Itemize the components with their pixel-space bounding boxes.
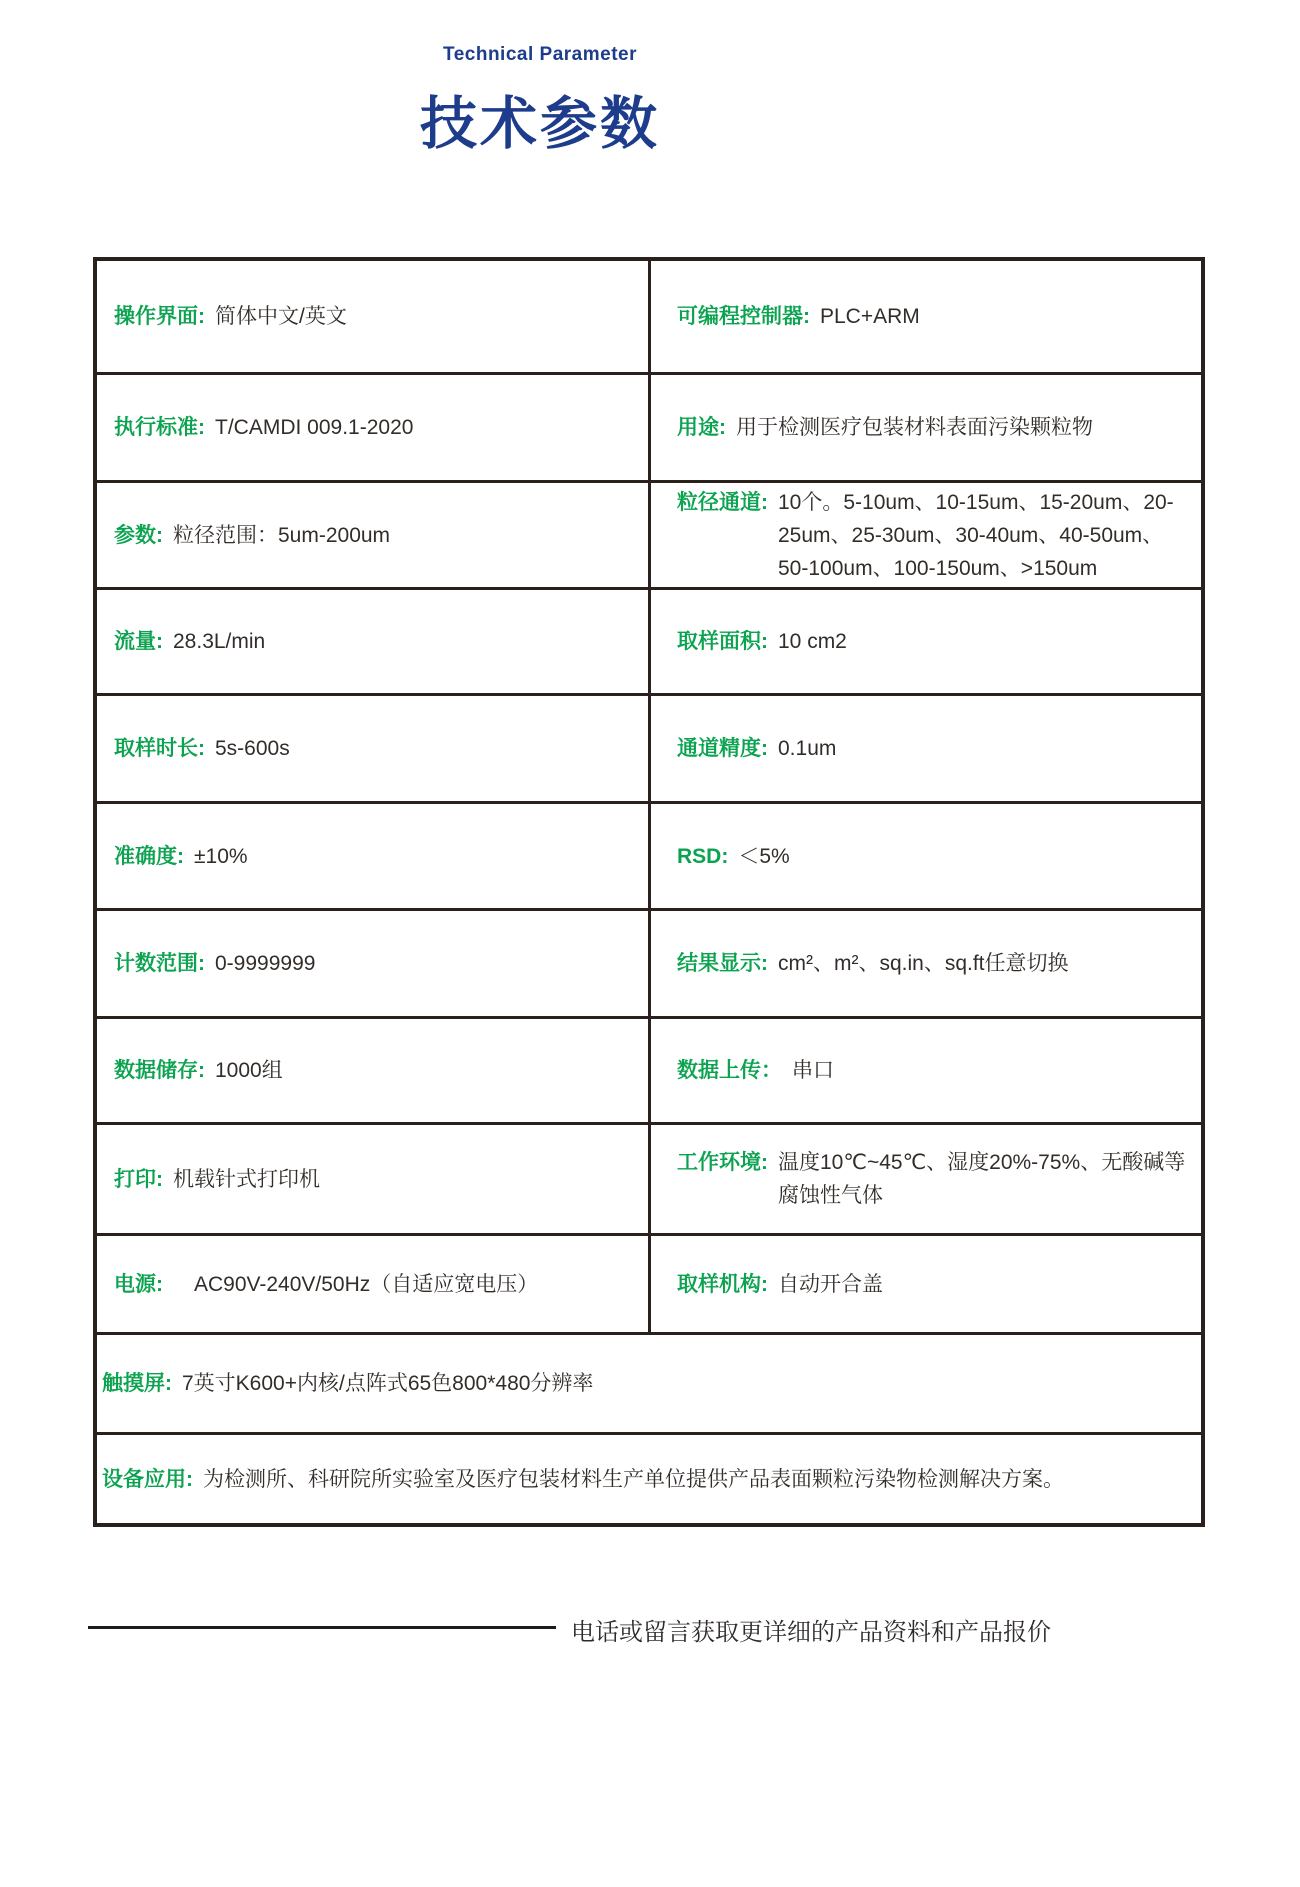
spec-cell-right (651, 590, 1201, 693)
spec-label: 流量: (114, 630, 163, 653)
page-title: 技术参数 (420, 92, 660, 156)
spec-value: 10 cm2 (778, 630, 847, 653)
spec-value: 10个。5-10um、10-15um、15-20um、20-25um、25-30um、30-40um、40-50um、50-100um、100-150um、>150um (778, 490, 1174, 580)
spec-label: 用途: (677, 416, 726, 439)
table-row (97, 1233, 1201, 1332)
spec-cell-right (651, 804, 1201, 908)
spec-table (93, 257, 1205, 1527)
spec-label: 执行标准: (114, 416, 205, 439)
spec-label: 取样面积: (677, 630, 768, 653)
spec-cell-left (97, 1125, 651, 1233)
spec-value: T/CAMDI 009.1-2020 (215, 416, 414, 439)
spec-value: ±10% (194, 844, 248, 868)
spec-value: AC90V-240V/50Hz（自适应宽电压） (173, 1272, 539, 1296)
table-row (97, 1432, 1201, 1523)
spec-cell-left (97, 590, 651, 693)
spec-label: 电源: (114, 1272, 163, 1296)
spec-cell-left (97, 375, 651, 480)
spec-label: 触摸屏: (102, 1372, 172, 1395)
spec-value: 1000组 (215, 1059, 283, 1082)
spec-cell-right (651, 375, 1201, 480)
table-row (97, 261, 1201, 372)
spec-label: 数据上传： (677, 1059, 782, 1082)
spec-label: 参数: (114, 523, 163, 547)
spec-value: 温度10℃~45℃、湿度20%-75%、无酸碱等腐蚀性气体 (778, 1151, 1186, 1207)
table-row (97, 1332, 1201, 1432)
spec-cell-right (651, 483, 1201, 587)
spec-value: cm²、m²、sq.in、sq.ft任意切换 (778, 952, 1069, 975)
table-row (97, 480, 1201, 587)
spec-cell-left (97, 696, 651, 801)
spec-cell-right (651, 696, 1201, 801)
spec-value: 机载针式打印机 (173, 1167, 320, 1191)
table-row (97, 908, 1201, 1016)
spec-cell-right (651, 1019, 1201, 1122)
footer-divider-line (88, 1626, 556, 1629)
spec-value: 用于检测医疗包装材料表面污染颗粒物 (736, 416, 1093, 439)
spec-label: 数据储存: (114, 1059, 205, 1082)
table-row (97, 372, 1201, 480)
header-subtitle: Technical Parameter (443, 44, 637, 65)
spec-cell-left (97, 261, 651, 372)
spec-value: PLC+ARM (820, 305, 920, 328)
table-row (97, 587, 1201, 693)
spec-value: 0.1um (778, 737, 837, 760)
spec-value: 为检测所、科研院所实验室及医疗包装材料生产单位提供产品表面颗粒污染物检测解决方案。 (203, 1467, 1064, 1491)
spec-label: 取样时长: (114, 737, 205, 760)
footer-note: 电话或留言获取更详细的产品资料和产品报价 (571, 1619, 1051, 1646)
spec-label: 工作环境: (677, 1151, 768, 1174)
spec-value: 粒径范围：5um-200um (173, 523, 391, 547)
table-row (97, 801, 1201, 908)
spec-label: RSD: (677, 844, 729, 868)
spec-label: 粒径通道: (677, 490, 768, 514)
spec-label: 计数范围: (114, 952, 205, 975)
spec-cell-left (97, 1019, 651, 1122)
spec-cell-right (651, 1236, 1201, 1332)
spec-cell-left (97, 483, 651, 587)
spec-value: 自动开合盖 (778, 1272, 883, 1296)
spec-label: 结果显示: (677, 952, 768, 975)
spec-label: 操作界面: (114, 305, 205, 328)
spec-cell-left (97, 1236, 651, 1332)
table-row (97, 1016, 1201, 1122)
spec-value: 5s-600s (215, 737, 290, 760)
table-row (97, 693, 1201, 801)
table-row (97, 1122, 1201, 1233)
spec-value: 串口 (792, 1059, 834, 1082)
spec-label: 打印: (114, 1167, 163, 1191)
spec-value: 简体中文/英文 (215, 305, 347, 328)
spec-label: 可编程控制器: (677, 305, 810, 328)
spec-value: 0-9999999 (215, 952, 316, 975)
spec-value: ＜5% (738, 844, 790, 868)
spec-value: 7英寸K600+内核/点阵式65色800*480分辨率 (182, 1372, 594, 1395)
header (0, 44, 1080, 160)
spec-cell-right (651, 261, 1201, 372)
spec-cell-full (97, 1335, 1201, 1432)
spec-cell-right (651, 911, 1201, 1016)
spec-cell-right (651, 1125, 1201, 1233)
spec-label: 设备应用: (102, 1467, 193, 1491)
spec-cell-left (97, 911, 651, 1016)
spec-label: 通道精度: (677, 737, 768, 760)
spec-cell-left (97, 804, 651, 908)
spec-label: 取样机构: (677, 1272, 768, 1296)
spec-cell-full (97, 1435, 1201, 1523)
spec-value: 28.3L/min (173, 630, 266, 653)
spec-label: 准确度: (114, 844, 184, 868)
